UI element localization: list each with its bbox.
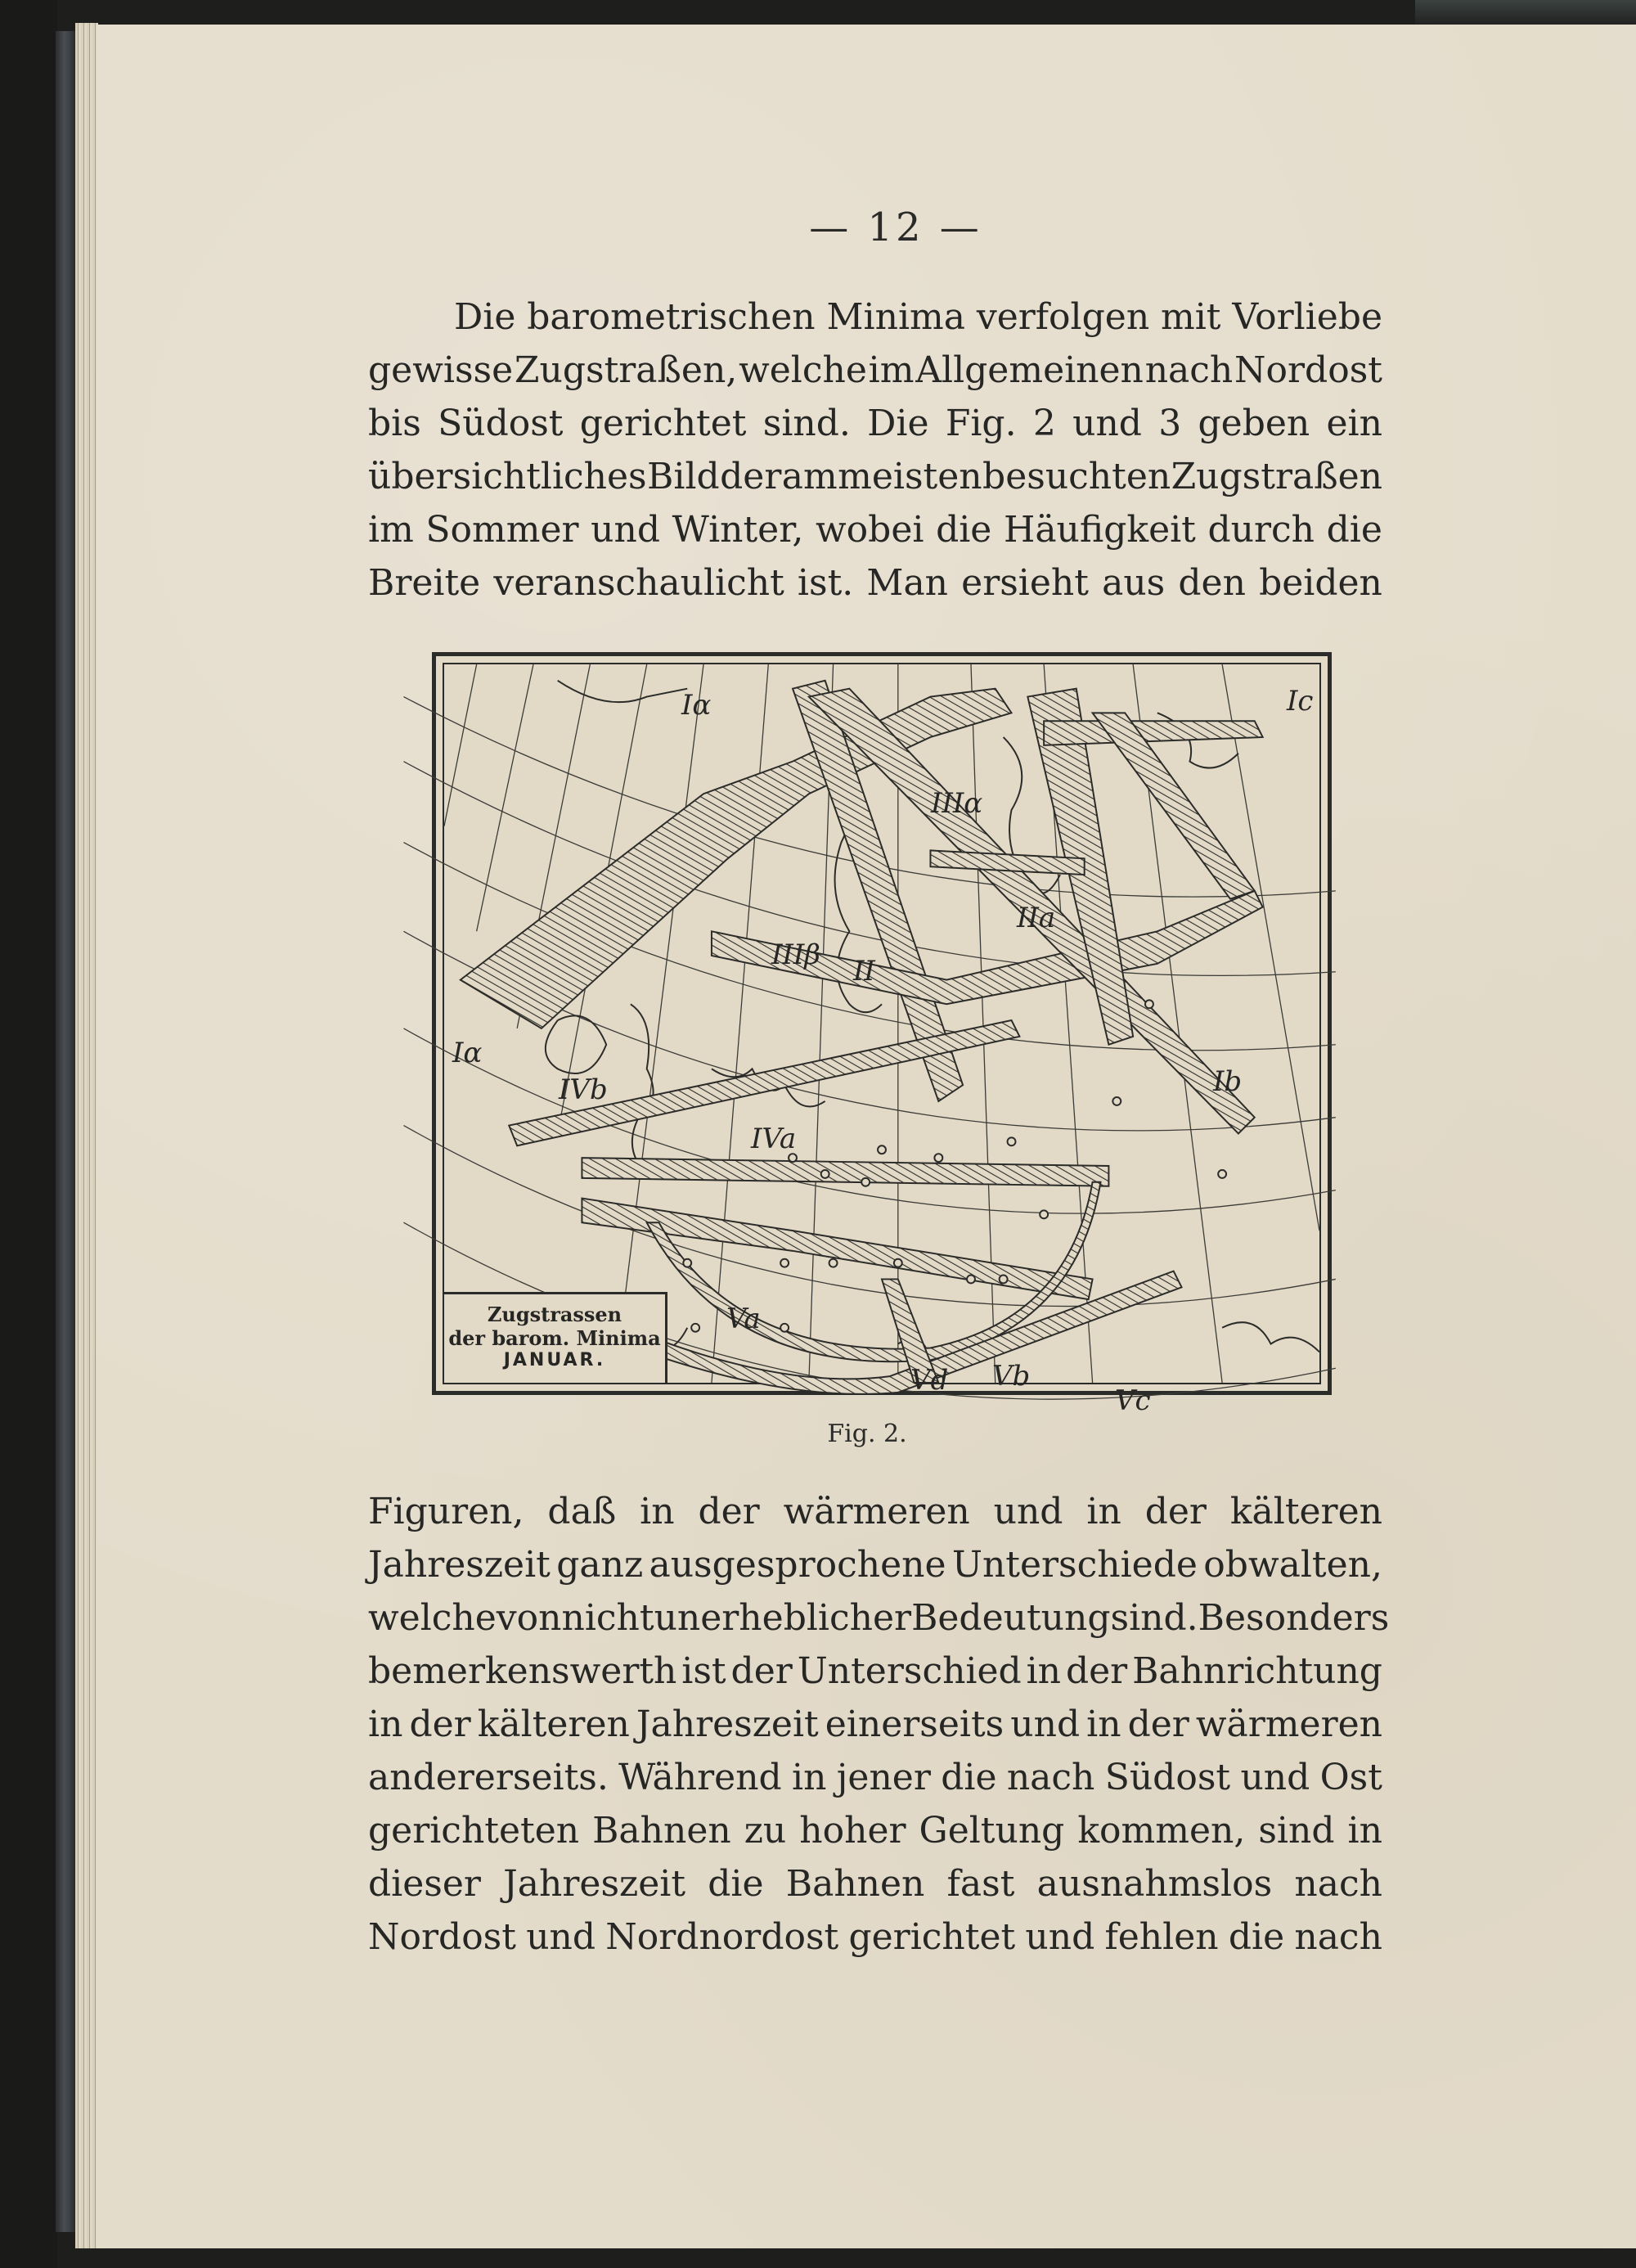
track-label-I-b: Ib [1213,1065,1243,1098]
book-spine [56,31,77,2232]
track-label-IV-b: IVb [559,1073,608,1106]
text-line: gerichteten Bahnen zu hoher Geltung kommen, sind in [368,1810,1382,1852]
text-line: übersichtliches Bild der am meisten besuchten Zugstraßen [368,456,1382,497]
page-edges [75,23,98,2248]
track-label-I-c: Ic [1287,685,1314,718]
text-line: im Sommer und Winter, wobei die Häufigkeit durch die [368,509,1382,551]
text-line: bis Südost gerichtet sind. Die Fig. 2 und 3 geben ein [368,403,1382,444]
track-label-II-a: IIa [1017,902,1056,934]
legend-title: Zugstrassen [487,1303,622,1326]
legend-month: JANUAR. [503,1350,606,1370]
text-line: andererseits. Während in jener die nach Südost und Ost [368,1757,1382,1798]
storm-track-map [444,664,1319,1383]
map-legend [444,1292,667,1383]
text-line: gewisse Zugstraßen, welche im Allgemeinen nach Nordost [368,349,1382,391]
track-label-III-alpha: IIIα [931,787,983,820]
map-frame [443,663,1321,1417]
text-line: welche von nicht unerheblicher Bedeutung sind. Besonders [368,1597,1390,1639]
book-cover-left [0,0,57,2268]
text-line: bemerkenswerth ist der Unterschied in der Bahnrichtung [368,1650,1382,1692]
map-figure [432,652,1332,1417]
track-label-II: II [853,955,875,988]
track-label-V-d: Vd [910,1364,949,1397]
page-number: — 12 — [809,205,982,250]
figure-caption: Fig. 2. [827,1420,907,1448]
legend-subtitle: der barom. Minima [448,1326,661,1350]
paragraph-2 [368,1485,1390,1964]
track-label-V-b: Vb [992,1360,1031,1393]
track-label-I-alpha-left: Iα [452,1037,483,1069]
text-line: Die barometrischen Minima verfolgen mit Vorliebe [454,296,1382,338]
text-line: Jahreszeit ganz ausgesprochene Unterschiede obwalten, [368,1544,1382,1586]
text-line: dieser Jahreszeit die Bahnen fast ausnahmslos nach [368,1863,1382,1905]
paragraph-1 [368,290,1382,610]
text-line: Breite veranschaulicht ist. Man ersieht aus den beiden [368,562,1382,604]
track-label-V-a: Va [726,1303,761,1335]
track-label-IV-a: IVa [751,1123,797,1155]
track-label-V-c: Vc [1115,1384,1151,1417]
text-line: in der kälteren Jahreszeit einerseits und in der wärmeren [368,1703,1382,1745]
book-cover-top [1415,0,1636,25]
text-line: Figuren, daß in der wärmeren und in der kälteren [368,1491,1382,1532]
track-label-I-alpha-top: Iα [681,689,712,722]
track-label-III-beta: IIIβ [771,938,820,971]
text-line: Nordost und Nordnordost gerichtet und fehlen die nach [368,1916,1382,1958]
